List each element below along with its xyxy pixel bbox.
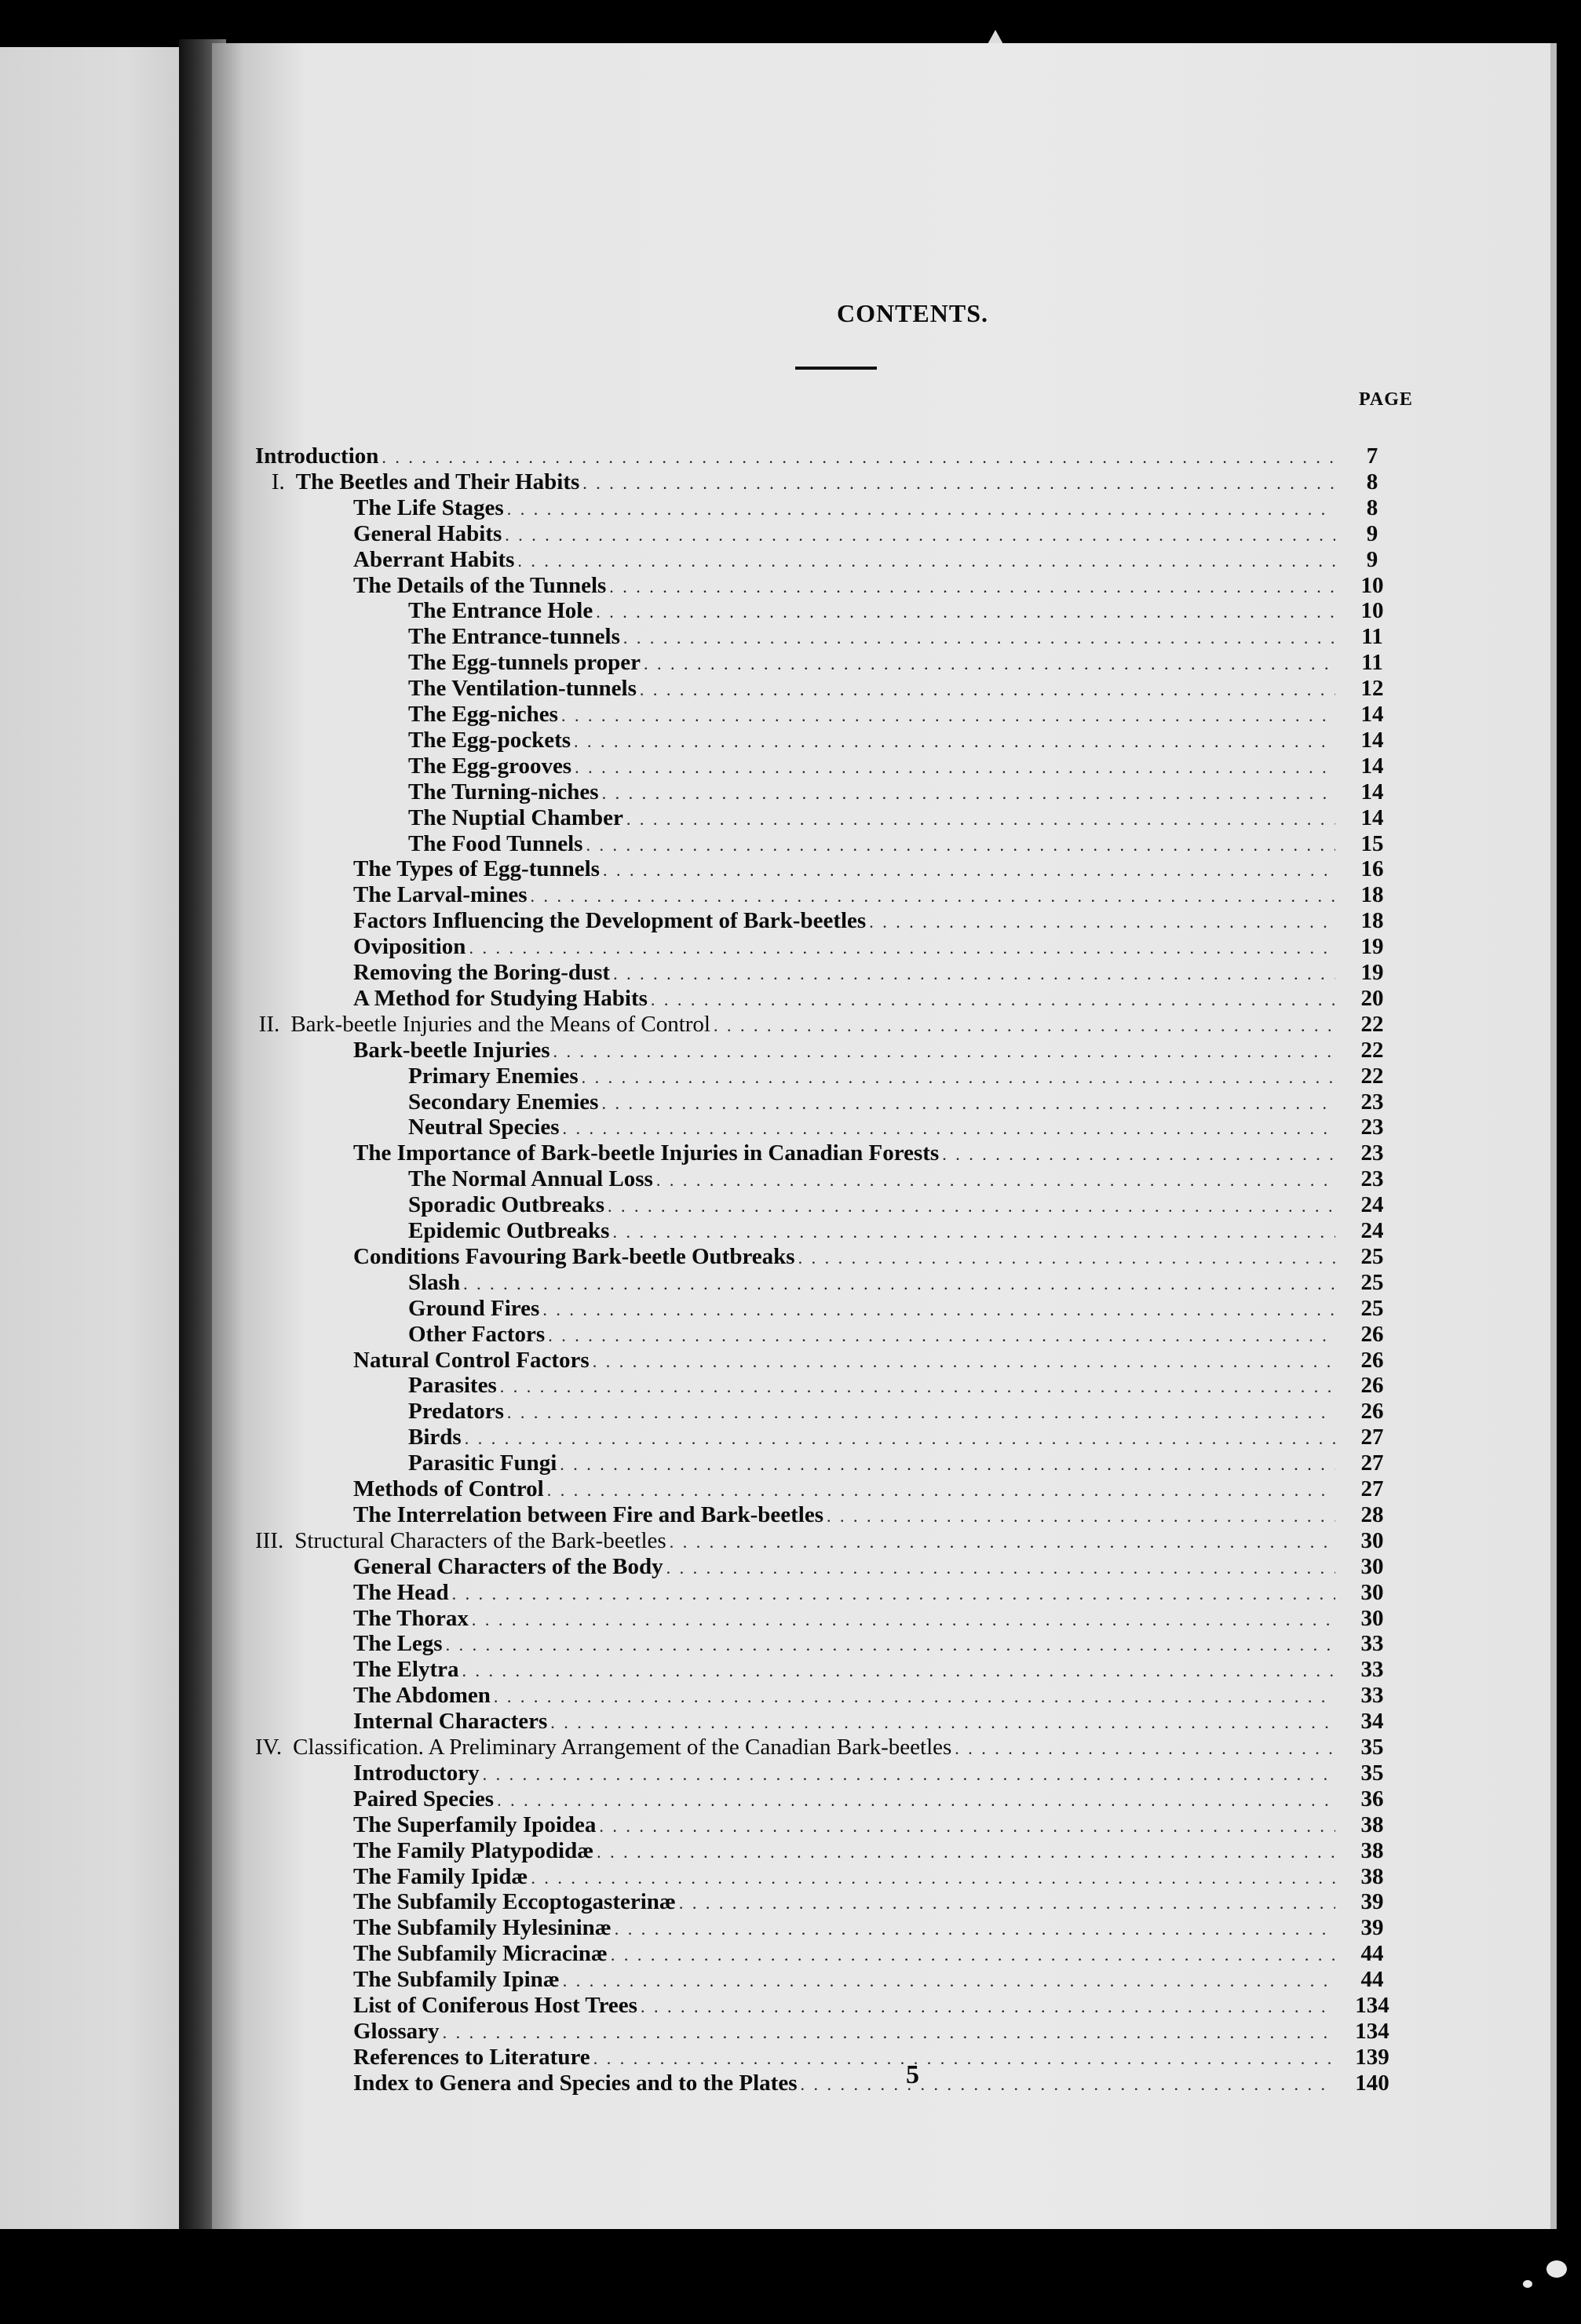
leader-dots — [563, 1116, 1336, 1141]
leader-dots — [869, 910, 1335, 935]
toc-entry-title: Classification. A Preliminary Arrangement of the Canadian Bark-beetles — [293, 1735, 952, 1760]
toc-entry — [408, 804, 1384, 830]
toc-entry-page: 28 — [1360, 1501, 1384, 1527]
toc-entry — [353, 1993, 1389, 2018]
toc-entry-page: 33 — [1360, 1683, 1384, 1709]
toc-entry-page: 35 — [1360, 1760, 1384, 1786]
toc-entry-title: The Family Platypodidæ — [353, 1837, 594, 1863]
leader-dots — [942, 1142, 1335, 1167]
toc-entry — [408, 624, 1383, 650]
page-number: 5 — [906, 2060, 919, 2089]
toc-entry-page: 36 — [1360, 1786, 1384, 1811]
leader-dots — [593, 1349, 1335, 1374]
toc-entry-title: The Elytra — [353, 1657, 459, 1683]
leader-dots — [517, 549, 1335, 574]
toc-entry-title: The Subfamily Eccoptogasterinæ — [353, 1889, 676, 1915]
leader-dots — [714, 1013, 1335, 1038]
toc-entry — [408, 1373, 1384, 1399]
leader-dots — [507, 1400, 1335, 1425]
toc-entry-page: 26 — [1360, 1321, 1384, 1347]
leader-dots — [586, 833, 1335, 858]
toc-entry — [408, 598, 1384, 624]
leader-dots — [547, 1478, 1335, 1503]
toc-entry-title: The Thorax — [353, 1605, 469, 1631]
toc-entry-page: 27 — [1360, 1425, 1384, 1450]
toc-entry-page: 15 — [1360, 830, 1384, 856]
toc-entry — [408, 1166, 1384, 1192]
toc-entry-page: 23 — [1360, 1166, 1384, 1192]
leader-dots — [548, 1323, 1335, 1348]
toc-entry-page: 10 — [1360, 598, 1384, 624]
toc-entry — [408, 1321, 1384, 1347]
leader-dots — [582, 1065, 1335, 1090]
toc-entry — [255, 1527, 1384, 1553]
toc-entry-page: 26 — [1360, 1373, 1384, 1399]
toc-entry — [353, 546, 1378, 572]
toc-entry — [353, 1915, 1384, 1941]
toc-entry-page: 10 — [1360, 572, 1384, 598]
toc-entry-title: Bark-beetle Injuries and the Means of Control — [290, 1011, 710, 1037]
scan-speck — [1546, 2260, 1567, 2278]
toc-entry-page: 38 — [1360, 1863, 1384, 1889]
leader-dots — [507, 497, 1335, 522]
toc-entry-page: 39 — [1360, 1889, 1384, 1915]
toc-entry-title: The Family Ipidæ — [353, 1863, 528, 1889]
toc-entry-title: Other Factors — [408, 1321, 546, 1347]
toc-entry-title: The Importance of Bark-beetle Injuries in Canadian Forests — [353, 1140, 940, 1166]
toc-entry-title: The Details of the Tunnels — [353, 572, 607, 598]
toc-entry-page: 30 — [1360, 1579, 1384, 1605]
leader-dots — [563, 1968, 1335, 1994]
toc-entry — [408, 727, 1384, 753]
contents-page — [212, 43, 1557, 2229]
toc-entry — [353, 960, 1384, 985]
leader-dots — [561, 703, 1335, 728]
toc-entry — [353, 1683, 1384, 1709]
leader-dots — [550, 1710, 1335, 1735]
toc-entry — [408, 1089, 1384, 1115]
leader-dots — [560, 1452, 1335, 1477]
toc-entry — [408, 1063, 1384, 1089]
leader-dots — [641, 1994, 1335, 2019]
leader-dots — [463, 1271, 1335, 1297]
toc-entry — [353, 1760, 1384, 1786]
toc-entry — [408, 779, 1384, 804]
toc-entry-page: 134 — [1355, 1993, 1389, 2018]
toc-entry-title: List of Coniferous Host Trees — [353, 1993, 637, 2018]
leader-dots — [497, 1788, 1335, 1813]
toc-entry-title: The Entrance Hole — [408, 598, 593, 624]
toc-entry-title: Sporadic Outbreaks — [408, 1192, 605, 1218]
page-column-heading: PAGE — [1359, 389, 1413, 410]
toc-entry — [353, 882, 1384, 908]
toc-entry-page: 38 — [1360, 1837, 1384, 1863]
toc-entry-title: The Egg-grooves — [408, 753, 572, 779]
leader-dots — [542, 1297, 1335, 1323]
toc-entry-title: Introduction — [255, 443, 379, 469]
toc-entry-title: Predators — [408, 1399, 504, 1425]
toc-entry-title: Oviposition — [353, 934, 466, 960]
toc-entry-page: 14 — [1360, 804, 1384, 830]
toc-entry-page: 12 — [1360, 676, 1384, 702]
leader-dots — [798, 1246, 1335, 1271]
leader-dots — [656, 1168, 1335, 1193]
toc-entry — [408, 1115, 1384, 1140]
toc-entry — [408, 830, 1384, 856]
leader-dots — [615, 1917, 1335, 1942]
toc-entry — [353, 1579, 1384, 1605]
leader-dots — [612, 1220, 1335, 1245]
toc-entry-page: 25 — [1360, 1295, 1384, 1321]
toc-entry-title: The Ventilation-tunnels — [408, 676, 637, 702]
toc-entry-title: The Egg-niches — [408, 702, 558, 727]
leader-dots — [679, 1891, 1335, 1916]
toc-entry-title: Internal Characters — [353, 1709, 548, 1735]
toc-entry — [255, 1735, 1384, 1760]
toc-entry-page: 8 — [1366, 469, 1378, 494]
toc-entry-title: References to Literature — [353, 2044, 590, 2070]
toc-entry-page: 30 — [1360, 1553, 1384, 1579]
toc-entry — [408, 1399, 1384, 1425]
toc-entry-number: I. — [271, 469, 285, 494]
toc-entry-title: Parasites — [408, 1373, 497, 1399]
leader-dots — [575, 755, 1335, 780]
toc-entry-page: 23 — [1360, 1140, 1384, 1166]
leader-dots — [531, 884, 1335, 909]
toc-entry-title: The Subfamily Ipinæ — [353, 1967, 560, 1993]
leader-dots — [472, 1607, 1335, 1633]
facing-page-edge — [0, 47, 181, 2229]
page-title: CONTENTS. — [836, 299, 989, 327]
toc-entry — [353, 1863, 1384, 1889]
leader-dots — [446, 1633, 1335, 1658]
leader-dots — [462, 1658, 1335, 1684]
toc-entry-title: The Normal Annual Loss — [408, 1166, 653, 1192]
toc-entry-title: Introductory — [353, 1760, 480, 1786]
leader-dots — [494, 1684, 1335, 1709]
toc-entry — [353, 1889, 1384, 1915]
toc-entry — [408, 650, 1383, 676]
leader-dots — [603, 858, 1335, 883]
toc-entry — [408, 1192, 1384, 1218]
toc-entry-page: 14 — [1360, 727, 1384, 753]
toc-entry-title: Paired Species — [353, 1786, 495, 1811]
leader-dots — [582, 471, 1335, 496]
toc-entry-title: The Beetles and Their Habits — [295, 469, 580, 494]
toc-entry-page: 27 — [1360, 1450, 1384, 1476]
leader-dots — [601, 1091, 1335, 1116]
toc-entry-page: 26 — [1360, 1399, 1384, 1425]
toc-entry-page: 24 — [1360, 1192, 1384, 1218]
toc-entry — [353, 1037, 1384, 1063]
toc-entry — [353, 856, 1384, 882]
toc-entry-title: Factors Influencing the Development of Bark-beetles — [353, 908, 867, 934]
toc-entry-page: 19 — [1360, 934, 1384, 960]
toc-entry — [255, 469, 1378, 494]
toc-entry-title: Epidemic Outbreaks — [408, 1218, 610, 1243]
toc-entry — [353, 1243, 1384, 1269]
leader-dots — [602, 781, 1335, 806]
toc-entry — [408, 1425, 1384, 1450]
toc-entry-title: The Egg-tunnels proper — [408, 650, 641, 676]
leader-dots — [626, 807, 1335, 832]
toc-entry-title: The Superfamily Ipoidea — [353, 1811, 597, 1837]
leader-dots — [382, 445, 1335, 470]
toc-entry-title: Neutral Species — [408, 1115, 560, 1140]
leader-dots — [599, 1814, 1335, 1839]
toc-entry-page: 23 — [1360, 1115, 1384, 1140]
toc-entry-page: 22 — [1360, 1063, 1384, 1089]
toc-entry — [408, 1218, 1384, 1243]
toc-entry — [353, 1347, 1384, 1373]
leader-dots — [443, 2020, 1335, 2045]
toc-entry-title: Conditions Favouring Bark-beetle Outbreaks — [353, 1243, 795, 1269]
toc-entry — [353, 1631, 1384, 1657]
toc-entry-page: 11 — [1361, 624, 1383, 650]
leader-dots — [500, 1374, 1335, 1399]
toc-entry — [353, 1709, 1384, 1735]
toc-entry-title: Methods of Control — [353, 1476, 544, 1501]
leader-dots — [452, 1582, 1335, 1607]
toc-entry — [353, 1476, 1384, 1501]
toc-entry-page: 39 — [1360, 1915, 1384, 1941]
toc-entry-title: The Interrelation between Fire and Bark-beetles — [353, 1501, 823, 1527]
toc-entry-page: 23 — [1360, 1089, 1384, 1115]
toc-entry-title: The Subfamily Hylesininæ — [353, 1915, 612, 1941]
toc-entry — [408, 1450, 1384, 1476]
toc-entry-page: 44 — [1360, 1941, 1384, 1967]
toc-entry — [353, 1811, 1384, 1837]
toc-entry-page: 25 — [1360, 1269, 1384, 1295]
toc-entry-page: 27 — [1360, 1476, 1384, 1501]
leader-dots — [651, 987, 1335, 1012]
toc-entry-page: 139 — [1355, 2044, 1389, 2070]
leader-dots — [505, 523, 1335, 548]
toc-entry-title: The Larval-mines — [353, 882, 528, 908]
toc-entry-page: 18 — [1360, 882, 1384, 908]
toc-entry — [353, 934, 1384, 960]
toc-entry-title: Birds — [408, 1425, 462, 1450]
toc-entry-title: Aberrant Habits — [353, 546, 515, 572]
leader-dots — [670, 1530, 1335, 1555]
toc-entry-title: The Entrance-tunnels — [408, 624, 620, 650]
leader-dots — [666, 1556, 1335, 1581]
toc-entry — [408, 1269, 1384, 1295]
toc-entry — [408, 676, 1384, 702]
toc-entry-page: 22 — [1360, 1037, 1384, 1063]
toc-entry-title: Primary Enemies — [408, 1063, 579, 1089]
toc-entry-title: The Abdomen — [353, 1683, 491, 1709]
table-of-contents — [212, 43, 1550, 2229]
toc-entry-page: 16 — [1360, 856, 1384, 882]
toc-entry — [255, 1011, 1384, 1037]
toc-entry-page: 33 — [1360, 1631, 1384, 1657]
toc-entry-title: The Life Stages — [353, 494, 504, 520]
leader-dots — [608, 1194, 1335, 1219]
leader-dots — [613, 961, 1335, 987]
toc-entry-page: 20 — [1360, 985, 1384, 1011]
toc-entry-page: 19 — [1360, 960, 1384, 985]
toc-entry-page: 44 — [1360, 1967, 1384, 1993]
leader-dots — [644, 651, 1335, 677]
toc-entry-title: Index to Genera and Species and to the Plates — [353, 2070, 798, 2096]
toc-entry-title: General Habits — [353, 520, 502, 546]
toc-entry-number: IV. — [255, 1735, 283, 1760]
toc-entry — [353, 985, 1384, 1011]
toc-entry-title: The Head — [353, 1579, 449, 1605]
toc-entry-number: II. — [258, 1011, 280, 1037]
toc-entry-page: 35 — [1360, 1735, 1384, 1760]
leader-dots — [531, 1866, 1335, 1891]
leader-dots — [596, 600, 1335, 625]
toc-entry-title: Natural Control Factors — [353, 1347, 590, 1373]
toc-entry-page: 25 — [1360, 1243, 1384, 1269]
toc-entry — [353, 1140, 1384, 1166]
toc-entry-title: Parasitic Fungi — [408, 1450, 557, 1476]
toc-entry-title: General Characters of the Body — [353, 1553, 663, 1579]
toc-entry — [408, 753, 1384, 779]
toc-entry-page: 14 — [1360, 779, 1384, 804]
toc-entry — [408, 1295, 1384, 1321]
toc-entry — [353, 1657, 1384, 1683]
toc-entry — [353, 1941, 1384, 1967]
toc-entry-title: The Food Tunnels — [408, 830, 583, 856]
toc-entry — [353, 908, 1384, 934]
toc-entry — [353, 1786, 1384, 1811]
toc-entry-title: Ground Fires — [408, 1295, 540, 1321]
leader-dots — [611, 1943, 1335, 1968]
toc-entry-title: Structural Characters of the Bark-beetles — [294, 1527, 666, 1553]
toc-entry-title: The Legs — [353, 1631, 443, 1657]
toc-entry-title: Slash — [408, 1269, 461, 1295]
toc-entry-page: 134 — [1355, 2018, 1389, 2044]
scan-speck — [1523, 2280, 1532, 2288]
leader-dots — [465, 1426, 1335, 1451]
toc-entry-page: 140 — [1355, 2070, 1389, 2096]
toc-entry — [255, 443, 1378, 469]
toc-entry — [353, 1967, 1384, 1993]
toc-entry — [353, 1501, 1384, 1527]
toc-entry-page: 14 — [1360, 753, 1384, 779]
toc-entry-page: 30 — [1360, 1527, 1384, 1553]
toc-entry-page: 30 — [1360, 1605, 1384, 1631]
leader-dots — [623, 626, 1335, 651]
toc-entry — [353, 1553, 1384, 1579]
toc-entry-title: A Method for Studying Habits — [353, 985, 648, 1011]
leader-dots — [640, 677, 1335, 702]
toc-entry-title: The Nuptial Chamber — [408, 804, 623, 830]
toc-entry-title: The Subfamily Micracinæ — [353, 1941, 608, 1967]
toc-entry-title: Glossary — [353, 2018, 440, 2044]
toc-entry-title: The Egg-pockets — [408, 727, 571, 753]
toc-entry-page: 11 — [1361, 650, 1383, 676]
toc-entry-number: III. — [255, 1527, 284, 1553]
leader-dots — [553, 1039, 1336, 1064]
leader-dots — [483, 1762, 1335, 1787]
leader-dots — [574, 729, 1335, 754]
toc-entry-page: 34 — [1360, 1709, 1384, 1735]
toc-entry-page: 18 — [1360, 908, 1384, 934]
toc-entry-page: 38 — [1360, 1811, 1384, 1837]
toc-entry-title: Bark-beetle Injuries — [353, 1037, 550, 1063]
toc-entry-page: 7 — [1366, 443, 1378, 469]
toc-entry-title: The Turning-niches — [408, 779, 599, 804]
toc-entry — [353, 572, 1384, 598]
toc-entry — [353, 2018, 1389, 2044]
toc-entry-page: 8 — [1366, 494, 1378, 520]
toc-entry — [353, 1605, 1384, 1631]
toc-entry — [353, 520, 1378, 546]
leader-dots — [955, 1736, 1335, 1761]
leader-dots — [609, 575, 1335, 600]
leader-dots — [827, 1504, 1335, 1529]
toc-entry-title: The Types of Egg-tunnels — [353, 856, 600, 882]
leader-dots — [469, 936, 1335, 961]
toc-entry — [353, 1837, 1384, 1863]
toc-entry-page: 24 — [1360, 1218, 1384, 1243]
toc-entry-page: 33 — [1360, 1657, 1384, 1683]
toc-entry-title: Removing the Boring-dust — [353, 960, 611, 985]
toc-entry-page: 22 — [1360, 1011, 1384, 1037]
toc-entry-title: Secondary Enemies — [408, 1089, 599, 1115]
toc-entry-page: 14 — [1360, 702, 1384, 727]
toc-entry-page: 9 — [1366, 546, 1378, 572]
toc-entry-page: 9 — [1366, 520, 1378, 546]
toc-entry-page: 26 — [1360, 1347, 1384, 1373]
leader-dots — [597, 1840, 1335, 1865]
toc-entry — [353, 494, 1378, 520]
toc-entry — [408, 702, 1384, 727]
